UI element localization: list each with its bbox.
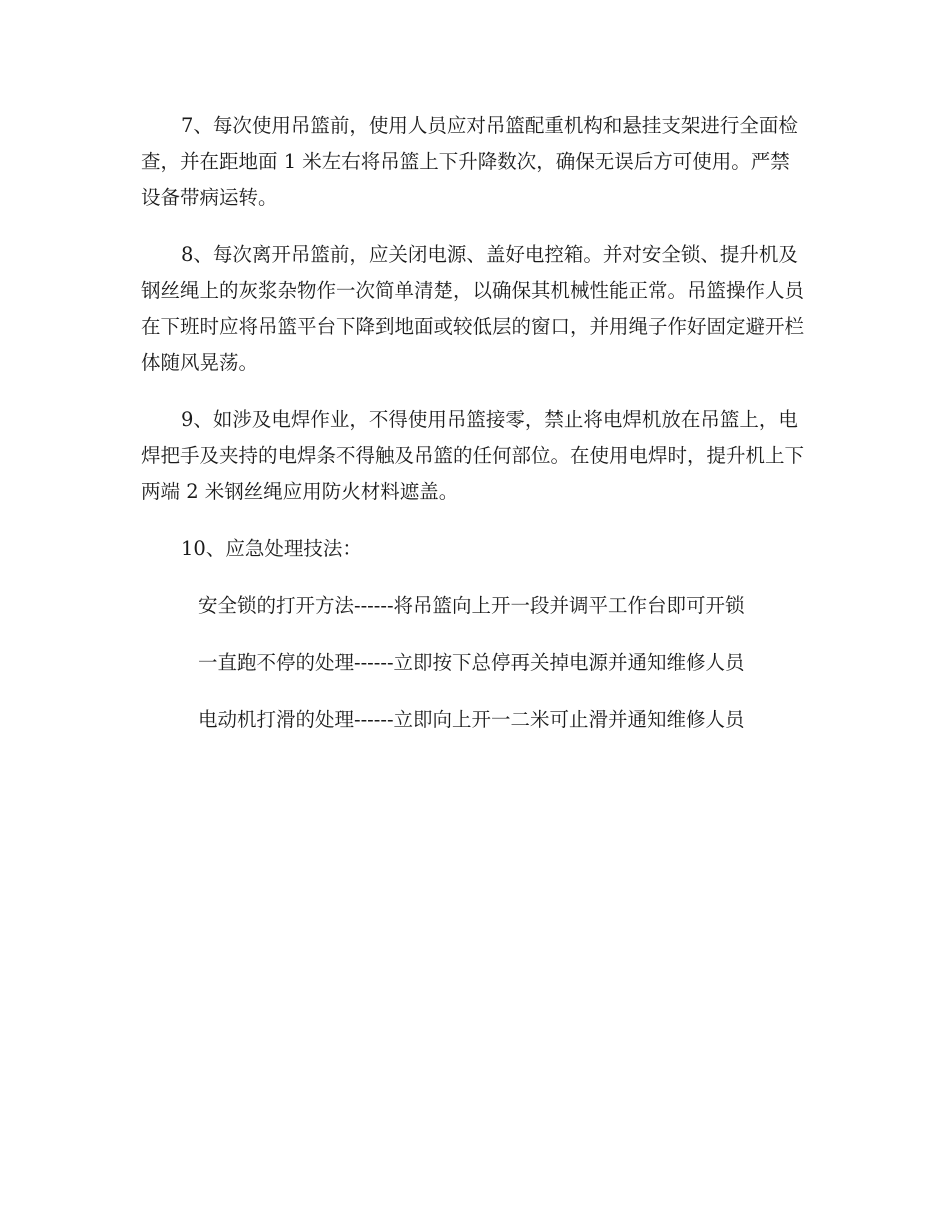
emergency-item-nonstop: 一直跑不停的处理------立即按下总停再关掉电源并通知维修人员 <box>198 651 745 674</box>
paragraph-7: 7、每次使用吊篮前，使用人员应对吊篮配重机构和悬挂支架进行全面检查，并在距地面 1 米左右将吊篮上下升降数次，确保无误后方可使用。严禁设备带病运转。 <box>141 114 798 209</box>
document-body <box>141 108 807 759</box>
emergency-item-safety-lock: 安全锁的打开方法------将吊篮向上开一段并调平工作台即可开锁 <box>198 594 745 617</box>
paragraph-10-heading: 10、应急处理技法： <box>181 537 362 560</box>
paragraph-9: 9、如涉及电焊作业，不得使用吊篮接零，禁止将电焊机放在吊篮上，电焊把手及夹持的电焊条不得触及吊篮的任何部位。在使用电焊时，提升机上下两端 2 米钢丝绳应用防火材料遮盖。 <box>141 408 805 503</box>
paragraph-8: 8、每次离开吊篮前，应关闭电源、盖好电控箱。并对安全锁、提升机及钢丝绳上的灰浆杂物作一次简单清楚，以确保其机械性能正常。吊篮操作人员在下班时应将吊篮平台下降到地面或较低层的窗口，并用绳子作好固定避开栏体随风晃荡。 <box>141 243 805 374</box>
emergency-item-motor-slip: 电动机打滑的处理------立即向上开一二米可止滑并通知维修人员 <box>198 708 745 731</box>
